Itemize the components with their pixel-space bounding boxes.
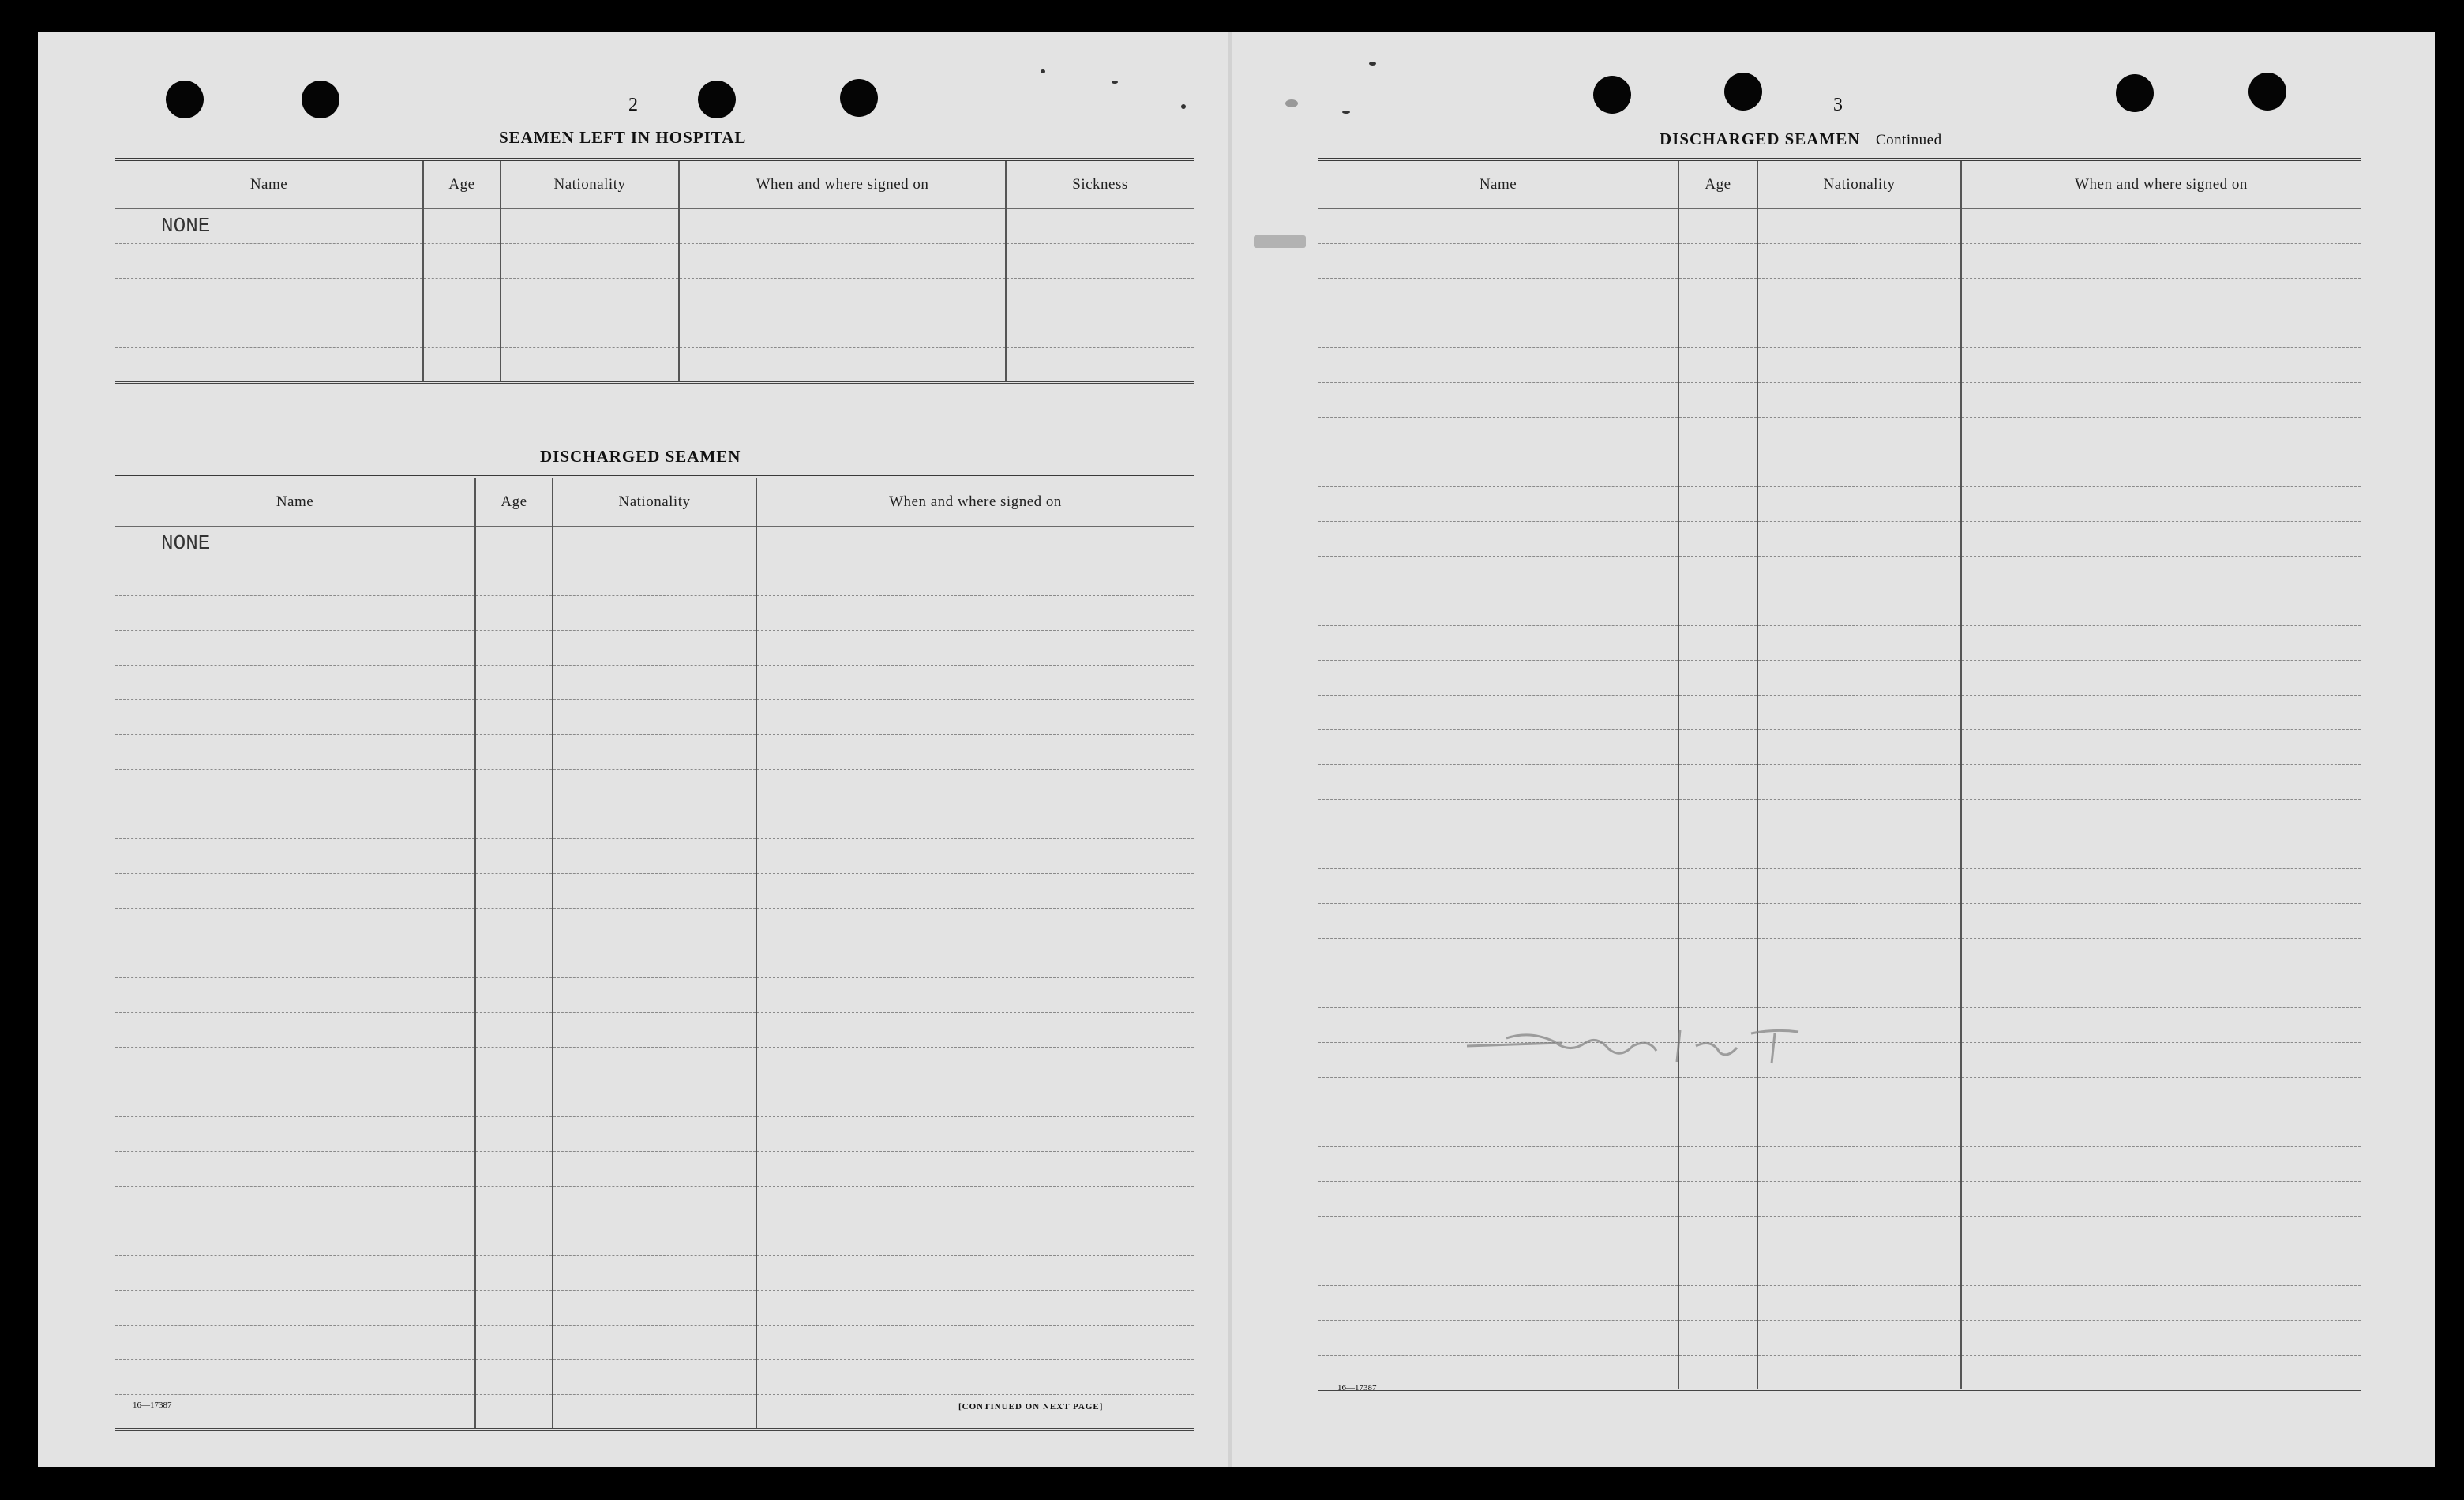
name-cell	[115, 208, 423, 243]
table-row	[1318, 556, 2361, 591]
discharged-table	[115, 475, 1194, 1431]
column-header-name: Name	[115, 477, 475, 526]
discharged-continued-table	[1318, 158, 2361, 1391]
table-row	[115, 699, 1194, 734]
table-row	[115, 1325, 1194, 1359]
table-row	[1318, 764, 2361, 799]
table-row	[1318, 1320, 2361, 1355]
table-row	[115, 243, 1194, 278]
table-row	[115, 278, 1194, 313]
table-row	[1318, 1251, 2361, 1285]
binder-hole	[840, 79, 878, 117]
paper-speck	[1181, 104, 1186, 109]
table-row	[1318, 625, 2361, 660]
table-row	[115, 208, 1194, 243]
center-fold	[1228, 32, 1232, 1467]
paper-speck	[1285, 99, 1298, 107]
section-subtitle-text: —Continued	[1860, 132, 1942, 148]
table-header-row	[115, 159, 1194, 208]
table-row	[115, 561, 1194, 595]
table-row	[1318, 382, 2361, 417]
paper-speck	[1342, 111, 1350, 114]
table-row	[1318, 799, 2361, 834]
table-row	[1318, 660, 2361, 695]
table-row	[1318, 347, 2361, 382]
typed-entry: NONE	[161, 531, 211, 555]
column-header-age: Age	[475, 477, 553, 526]
table-header-row	[1318, 159, 2361, 208]
table-row	[1318, 938, 2361, 973]
binder-hole	[2116, 74, 2154, 112]
section-title-text: DISCHARGED SEAMEN	[1660, 129, 1861, 148]
table-row	[115, 1186, 1194, 1221]
table-row	[115, 1151, 1194, 1186]
table-row	[115, 1116, 1194, 1151]
typed-entry: NONE	[161, 213, 211, 238]
ledger-paper	[38, 32, 2435, 1467]
table-row	[1318, 486, 2361, 521]
table-row	[1318, 973, 2361, 1007]
table-row	[115, 630, 1194, 665]
column-header-name: Name	[115, 159, 423, 208]
table-row	[115, 347, 1194, 382]
column-header-sickness: Sickness	[1006, 159, 1194, 208]
page-number-left: 2	[628, 95, 638, 115]
binder-hole	[1724, 73, 1762, 111]
table-row	[115, 804, 1194, 838]
binder-hole	[2248, 73, 2286, 111]
column-header-signed-on: When and where signed on	[756, 477, 1194, 526]
column-header-age: Age	[423, 159, 501, 208]
table-row	[115, 943, 1194, 977]
table-row	[1318, 834, 2361, 868]
table-row	[115, 1359, 1194, 1394]
table-row	[115, 1047, 1194, 1082]
paper-speck	[1112, 81, 1118, 84]
binder-hole	[302, 81, 339, 118]
table-row	[115, 769, 1194, 804]
discharged-section-title: DISCHARGED SEAMEN	[540, 447, 741, 466]
table-row	[115, 838, 1194, 873]
faint-handwriting-mark	[1459, 1014, 1822, 1078]
table-row	[115, 1012, 1194, 1047]
table-row	[115, 1082, 1194, 1116]
continued-note: [CONTINUED ON NEXT PAGE]	[958, 1402, 1104, 1412]
table-row	[1318, 1285, 2361, 1320]
discharged-continued-title	[1660, 129, 1942, 149]
column-header-name: Name	[1318, 159, 1678, 208]
table-row	[115, 665, 1194, 699]
column-header-signed-on: When and where signed on	[1961, 159, 2361, 208]
table-row	[115, 526, 1194, 561]
form-number-right: 16—17387	[1337, 1383, 1377, 1393]
column-header-signed-on: When and where signed on	[679, 159, 1006, 208]
hospital-section-title: SEAMEN LEFT IN HOSPITAL	[499, 128, 747, 147]
table-row	[1318, 417, 2361, 452]
table-row	[1318, 278, 2361, 313]
table-row	[115, 313, 1194, 347]
table-row	[115, 1221, 1194, 1255]
page-number-right: 3	[1833, 95, 1843, 115]
form-number-left: 16—17387	[133, 1401, 172, 1410]
table-row	[1318, 1355, 2361, 1389]
table-row	[1318, 1146, 2361, 1181]
table-row	[115, 1255, 1194, 1290]
paper-speck	[1369, 62, 1376, 66]
table-row	[115, 1290, 1194, 1325]
column-header-nationality: Nationality	[501, 159, 679, 208]
table-header-row	[115, 477, 1194, 526]
table-row	[1318, 729, 2361, 764]
table-row	[1318, 1181, 2361, 1216]
table-row	[1318, 1216, 2361, 1251]
paper-speck	[1254, 235, 1306, 248]
table-row	[115, 977, 1194, 1012]
table-row	[1318, 695, 2361, 729]
column-header-nationality: Nationality	[1757, 159, 1961, 208]
binder-hole	[166, 81, 204, 118]
table-row	[115, 908, 1194, 943]
table-row	[1318, 313, 2361, 347]
hospital-table	[115, 158, 1194, 384]
table-row	[1318, 521, 2361, 556]
table-row	[1318, 903, 2361, 938]
table-row	[115, 734, 1194, 769]
binder-hole	[1593, 76, 1631, 114]
table-row	[1318, 452, 2361, 486]
table-row	[1318, 591, 2361, 625]
table-row	[1318, 1112, 2361, 1146]
table-row	[1318, 868, 2361, 903]
table-row	[1318, 1077, 2361, 1112]
column-header-age: Age	[1678, 159, 1757, 208]
binder-hole	[698, 81, 736, 118]
table-row	[115, 873, 1194, 908]
table-row	[115, 1394, 1194, 1429]
column-header-nationality: Nationality	[553, 477, 756, 526]
name-cell	[115, 526, 475, 561]
paper-speck	[1041, 69, 1045, 73]
table-row	[1318, 208, 2361, 243]
table-row	[1318, 243, 2361, 278]
table-row	[115, 595, 1194, 630]
